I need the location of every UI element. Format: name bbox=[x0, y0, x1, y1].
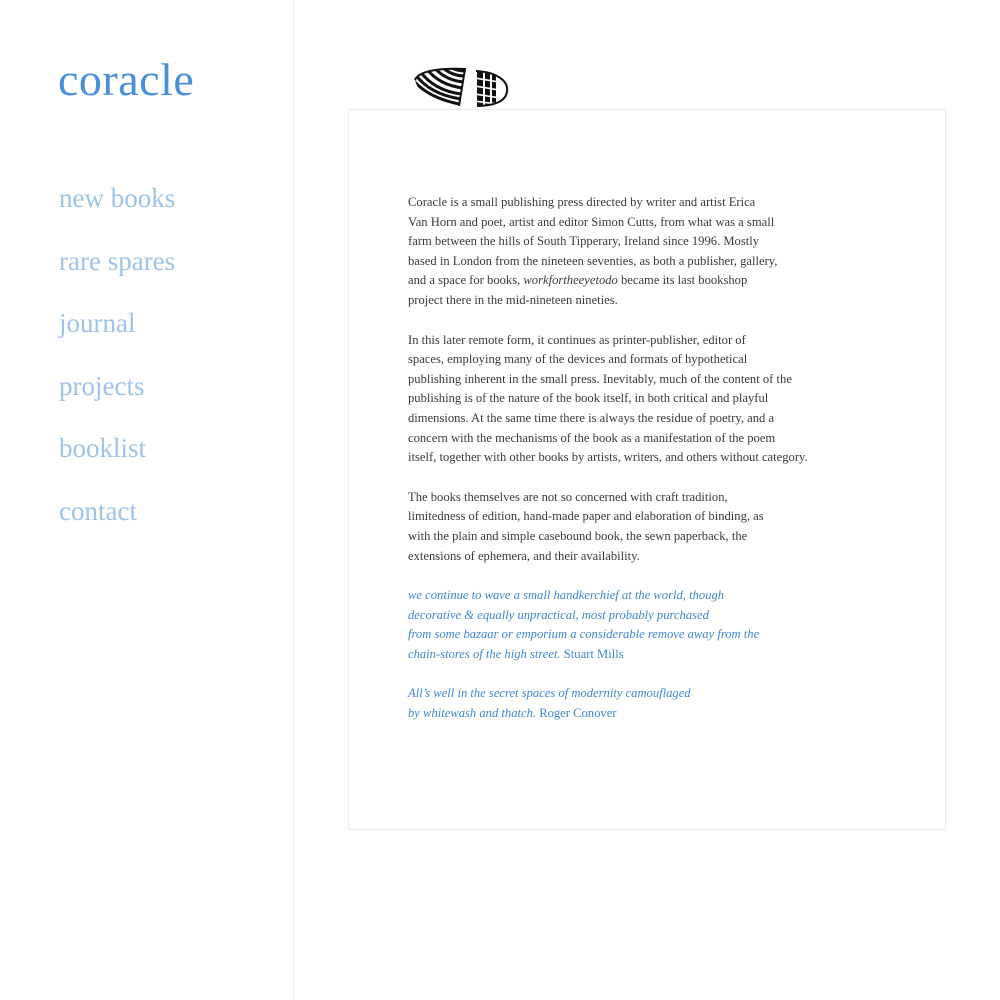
quote-1-text: we continue to wave a small handkerchief at the world, though decorative & equally unpractical, most probably purchased from some bazaar or emporium a considerable remove away from the chain-stores of the high street. bbox=[408, 588, 760, 661]
nav-item-rare-spares bbox=[59, 243, 175, 306]
intro-italic-name: workfortheeyetodo bbox=[523, 273, 618, 288]
quote-2-author: Roger Conover bbox=[539, 706, 617, 721]
intro-text-a: Coracle is a small publishing press directed by writer and artist Erica Van Horn and poet, artist and editor Simon Cutts, from what was a small farm between the hills of South Tipperary, Ireland since 1996. Mostly based in London from the nineteen seventies, as both a publisher, gallery, and a space for books, bbox=[408, 195, 778, 288]
nav-link-booklist[interactable]: booklist bbox=[59, 433, 147, 464]
intro-text-b: became its last bookshop project there in the mid-nineteen nineties. bbox=[408, 273, 748, 307]
nav-item-contact bbox=[59, 493, 175, 556]
quote-2-text: All’s well in the secret spaces of modernity camouflaged by whitewash and thatch. bbox=[408, 686, 691, 721]
site-title[interactable]: coracle bbox=[58, 54, 195, 105]
nav-link-contact[interactable]: contact bbox=[59, 495, 137, 526]
intro-paragraph-3: The books themselves are not so concerned with craft tradition, limitedness of edition, hand-made paper and elaboration of binding, as with the plain and simple casebound book, the sewn paperback, the extensions of ephemera, and their availability. bbox=[408, 489, 764, 563]
nav-link-projects[interactable]: projects bbox=[59, 370, 145, 401]
intro-paragraph-1 bbox=[408, 193, 838, 311]
quote-1 bbox=[408, 586, 838, 664]
coracle-boat-logo-icon bbox=[413, 66, 511, 108]
nav-link-new-books[interactable]: new books bbox=[59, 183, 176, 213]
nav-item-booklist bbox=[59, 430, 175, 493]
about-text bbox=[408, 193, 838, 744]
sidebar bbox=[0, 0, 294, 1000]
nav-item-projects bbox=[59, 368, 175, 431]
nav-item-new-books bbox=[59, 180, 175, 243]
nav-item-journal bbox=[59, 305, 175, 368]
main-nav bbox=[59, 180, 175, 556]
intro-paragraph-2: In this later remote form, it continues as printer-publisher, editor of spaces, employing many of the devices and formats of hypothetical publishing inherent in the small press. Inevitably, much of the content of the publishing is of the nature of the book itself, in both critical and playful dimensions. At the same time there is always the residue of poetry, and a concern with the mechanisms of the book as a manifestation of the poem itself, together with other books by artists, writers, and others without category. bbox=[408, 332, 808, 465]
quote-1-author: Stuart Mills bbox=[563, 646, 624, 661]
nav-link-journal[interactable]: journal bbox=[59, 308, 136, 339]
nav-link-rare-spares[interactable]: rare spares bbox=[59, 245, 176, 276]
quote-2 bbox=[408, 684, 838, 723]
